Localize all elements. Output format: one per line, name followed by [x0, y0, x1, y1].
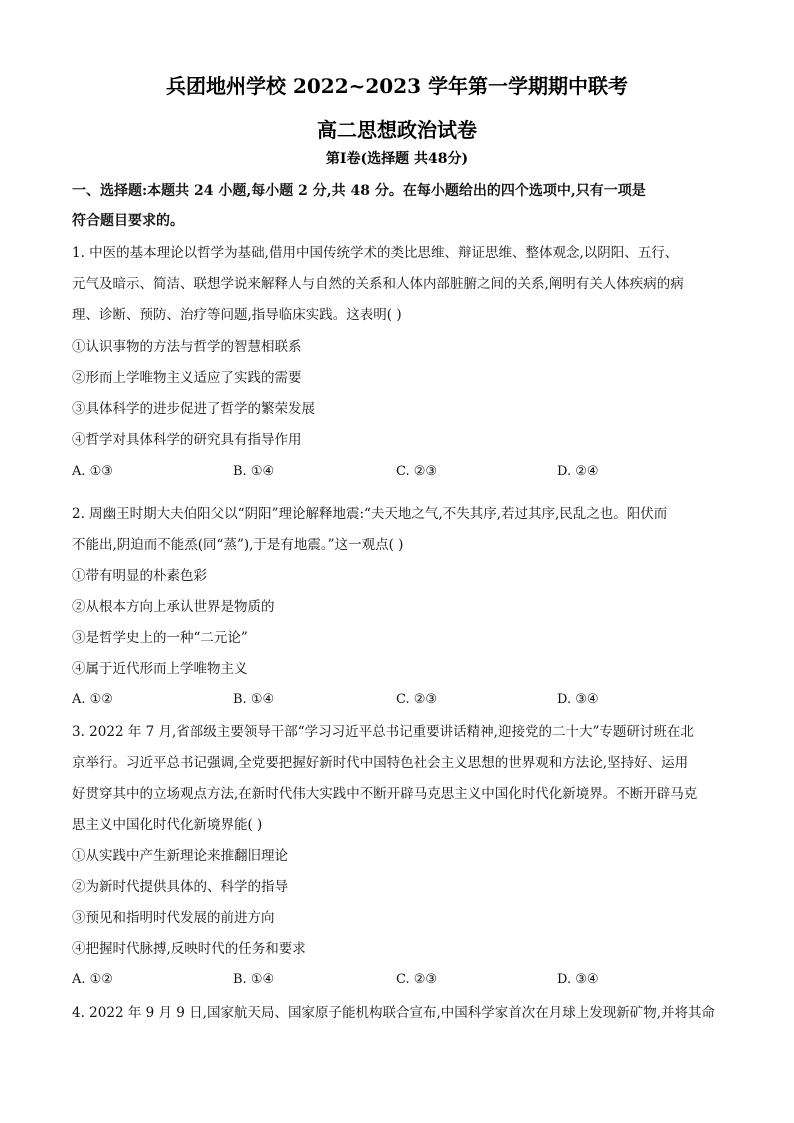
statement-item: ②为新时代提供具体的、科学的指导	[72, 879, 288, 895]
statement-item: ①从实践中产生新理论来推翻旧理论	[72, 848, 288, 864]
statement-item: ④属于近代形而上学唯物主义	[72, 661, 248, 677]
question-stem-line: 元气及暗示、简洁、联想学说来解释人与自然的关系和人体内部脏腑之间的关系,阐明有关人体疾病的病	[72, 276, 684, 292]
part-heading: 第Ⅰ卷(选择题 共48分)	[325, 151, 469, 167]
exam-subject: 高二思想政治试卷	[317, 118, 477, 142]
option-b: B. ①④	[233, 464, 275, 479]
statement-item: ②形而上学唯物主义适应了实践的需要	[72, 370, 302, 386]
statement-item: ①带有明显的朴素色彩	[72, 568, 207, 584]
option-c: C. ②③	[396, 692, 438, 707]
option-c: C. ②③	[396, 464, 438, 479]
statement-item: ④把握时代脉搏,反映时代的任务和要求	[72, 941, 306, 957]
statement-item: ③预见和指明时代发展的前进方向	[72, 910, 275, 926]
option-a: A. ①③	[72, 464, 113, 479]
statement-item: ③具体科学的进步促进了哲学的繁荣发展	[72, 401, 315, 417]
statement-item: ①认识事物的方法与哲学的智慧相联系	[72, 339, 302, 355]
option-d: D. ③④	[557, 972, 599, 987]
option-b: B. ①④	[233, 972, 275, 987]
statement-item: ②从根本方向上承认世界是物质的	[72, 599, 275, 615]
question-stem-line: 思主义中国化时代化新境界能( )	[72, 817, 263, 833]
question-stem-line: 3. 2022 年 7 月,省部级主要领导干部“学习习近平总书记重要讲话精神,迎接党的二十大”专题研讨班在北	[72, 724, 694, 740]
question-stem-line: 京举行。习近平总书记强调,全党要把握好新时代中国特色社会主义思想的世界观和方法论,坚持好、运用	[72, 755, 689, 771]
question-stem-line: 好贯穿其中的立场观点方法,在新时代伟大实践中不断开辟马克思主义中国化时代化新境界。不断开辟马克	[72, 786, 698, 802]
section-instruction-line-1: 一、选择题:本题共 24 小题,每小题 2 分,共 48 分。在每小题给出的四个选项中,只有一项是	[72, 183, 646, 199]
option-a: A. ①②	[72, 692, 113, 707]
option-d: D. ③④	[557, 692, 599, 707]
statement-item: ④哲学对具体科学的研究具有指导作用	[72, 432, 302, 448]
question-stem-line: 4. 2022 年 9 月 9 日,国家航天局、国家原子能机构联合宣布,中国科学家首次在月球上发现新矿物,并将其命	[72, 1005, 716, 1021]
question-stem-line: 不能出,阴迫而不能烝(同“蒸”),于是有地震。”这一观点( )	[72, 537, 404, 553]
question-stem-line: 理、诊断、预防、治疗等问题,指导临床实践。这表明( )	[72, 307, 402, 323]
option-a: A. ①②	[72, 972, 113, 987]
question-stem-line: 1. 中医的基本理论以哲学为基础,借用中国传统学术的类比思维、辩证思维、整体观念,以阴阳、五行、	[72, 245, 679, 261]
question-stem-line: 2. 周幽王时期大夫伯阳父以“阴阳”理论解释地震:“夫天地之气,不失其序,若过其序,民乱之也。阳伏而	[72, 506, 668, 522]
exam-title: 兵团地州学校 2022~2023 学年第一学期期中联考	[165, 74, 628, 98]
statement-item: ③是哲学史上的一种“二元论”	[72, 630, 248, 646]
option-c: C. ②③	[396, 972, 438, 987]
section-instruction-line-2: 符合题目要求的。	[72, 213, 184, 229]
option-b: B. ①④	[233, 692, 275, 707]
option-d: D. ②④	[557, 464, 599, 479]
